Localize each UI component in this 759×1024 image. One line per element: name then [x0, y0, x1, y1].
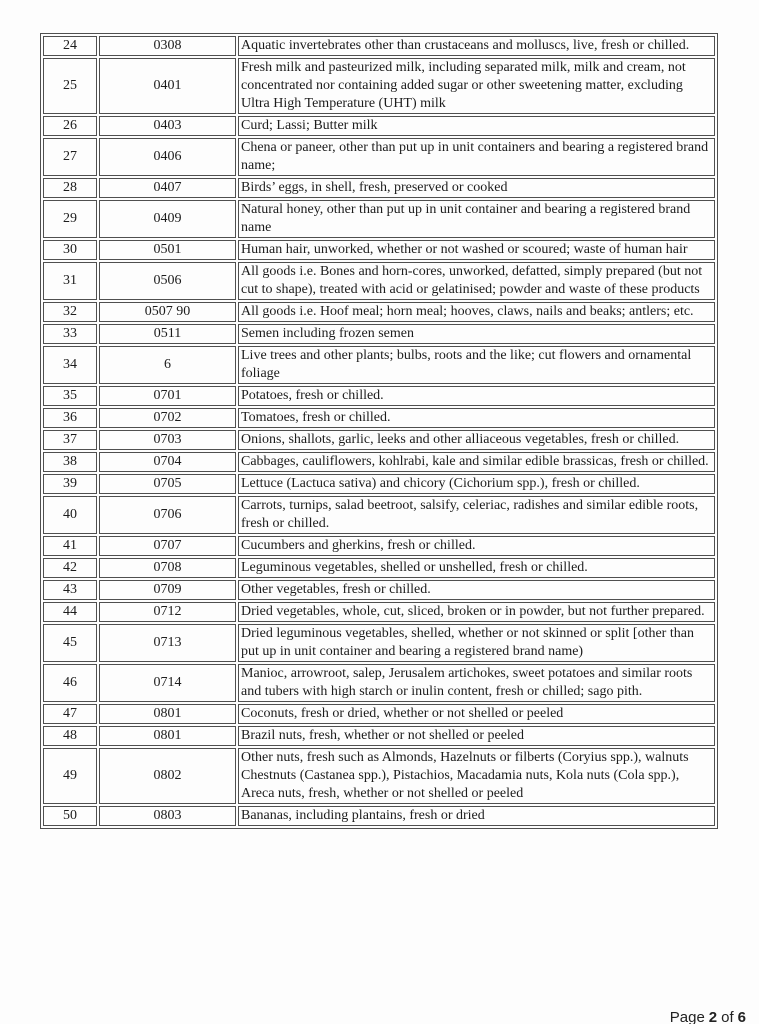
hsn-code-cell: 0713 [99, 624, 236, 662]
table-row [43, 138, 715, 176]
table-row [43, 704, 715, 724]
hsn-code-cell: 0409 [99, 200, 236, 238]
serial-number-cell: 44 [43, 602, 97, 622]
description-cell: Birds’ eggs, in shell, fresh, preserved or cooked [238, 178, 715, 198]
description-cell: Cucumbers and gherkins, fresh or chilled. [238, 536, 715, 556]
table-row [43, 496, 715, 534]
table-row [43, 200, 715, 238]
table-row [43, 580, 715, 600]
footer-of-label: of [721, 1009, 734, 1024]
description-cell: Natural honey, other than put up in unit container and bearing a registered brand name [238, 200, 715, 238]
serial-number-cell: 33 [43, 324, 97, 344]
hsn-code-cell: 0308 [99, 36, 236, 56]
hsn-code-cell: 0709 [99, 580, 236, 600]
table-row [43, 58, 715, 114]
description-cell: Chena or paneer, other than put up in unit containers and bearing a registered brand name; [238, 138, 715, 176]
table-row [43, 36, 715, 56]
hsn-code-cell: 0704 [99, 452, 236, 472]
table-row [43, 408, 715, 428]
description-cell: Dried leguminous vegetables, shelled, whether or not skinned or split [other than put up in unit container and bearing a registered brand name) [238, 624, 715, 662]
serial-number-cell: 36 [43, 408, 97, 428]
serial-number-cell: 28 [43, 178, 97, 198]
serial-number-cell: 48 [43, 726, 97, 746]
description-cell: Manioc, arrowroot, salep, Jerusalem artichokes, sweet potatoes and similar roots and tubers with high starch or inulin content, fresh or chilled; sago pith. [238, 664, 715, 702]
table-row [43, 178, 715, 198]
table-row [43, 474, 715, 494]
description-cell: Aquatic invertebrates other than crustaceans and molluscs, live, fresh or chilled. [238, 36, 715, 56]
description-cell: Fresh milk and pasteurized milk, including separated milk, milk and cream, not concentrated nor containing added sugar or other sweetening matter, excluding Ultra High Temperature (UHT) milk [238, 58, 715, 114]
serial-number-cell: 45 [43, 624, 97, 662]
hsn-code-cell: 0703 [99, 430, 236, 450]
hsn-code-cell: 0801 [99, 726, 236, 746]
hsn-code-cell: 0406 [99, 138, 236, 176]
table-row [43, 262, 715, 300]
description-cell: Carrots, turnips, salad beetroot, salsify, celeriac, radishes and similar edible roots, fresh or chilled. [238, 496, 715, 534]
description-cell: Lettuce (Lactuca sativa) and chicory (Cichorium spp.), fresh or chilled. [238, 474, 715, 494]
table-row [43, 324, 715, 344]
description-cell: Onions, shallots, garlic, leeks and other alliaceous vegetables, fresh or chilled. [238, 430, 715, 450]
serial-number-cell: 38 [43, 452, 97, 472]
table-row [43, 346, 715, 384]
description-cell: Potatoes, fresh or chilled. [238, 386, 715, 406]
hsn-code-cell: 0801 [99, 704, 236, 724]
serial-number-cell: 43 [43, 580, 97, 600]
table-body [43, 36, 715, 826]
hsn-code-cell: 0803 [99, 806, 236, 826]
footer-page-label: Page [669, 1009, 705, 1024]
hsn-code-cell: 0802 [99, 748, 236, 804]
hsn-code-cell: 0506 [99, 262, 236, 300]
hsn-code-cell: 0401 [99, 58, 236, 114]
serial-number-cell: 29 [43, 200, 97, 238]
table-row [43, 748, 715, 804]
footer-total-pages: 6 [737, 1009, 746, 1024]
description-cell: All goods i.e. Bones and horn-cores, unworked, defatted, simply prepared (but not cut to shape), treated with acid or gelatinised; powder and waste of these products [238, 262, 715, 300]
hsn-code-cell: 0714 [99, 664, 236, 702]
description-cell: Brazil nuts, fresh, whether or not shelled or peeled [238, 726, 715, 746]
description-cell: Human hair, unworked, whether or not washed or scoured; waste of human hair [238, 240, 715, 260]
serial-number-cell: 46 [43, 664, 97, 702]
hsn-code-cell: 0706 [99, 496, 236, 534]
table-row [43, 452, 715, 472]
serial-number-cell: 42 [43, 558, 97, 578]
hsn-code-cell: 0507 90 [99, 302, 236, 322]
table-row [43, 806, 715, 826]
description-cell: Curd; Lassi; Butter milk [238, 116, 715, 136]
serial-number-cell: 41 [43, 536, 97, 556]
table-row [43, 664, 715, 702]
table-row [43, 386, 715, 406]
description-cell: All goods i.e. Hoof meal; horn meal; hooves, claws, nails and beaks; antlers; etc. [238, 302, 715, 322]
hsn-code-cell: 0407 [99, 178, 236, 198]
hsn-code-cell: 0708 [99, 558, 236, 578]
hsn-code-cell: 0501 [99, 240, 236, 260]
hsn-code-cell: 0403 [99, 116, 236, 136]
table-row [43, 602, 715, 622]
hsn-code-cell: 0511 [99, 324, 236, 344]
serial-number-cell: 37 [43, 430, 97, 450]
hsn-code-cell: 0712 [99, 602, 236, 622]
hsn-code-cell: 0707 [99, 536, 236, 556]
table-row [43, 430, 715, 450]
description-cell: Tomatoes, fresh or chilled. [238, 408, 715, 428]
description-cell: Coconuts, fresh or dried, whether or not shelled or peeled [238, 704, 715, 724]
serial-number-cell: 34 [43, 346, 97, 384]
serial-number-cell: 35 [43, 386, 97, 406]
description-cell: Other nuts, fresh such as Almonds, Hazelnuts or filberts (Coryius spp.), walnuts Chestnuts (Castanea spp.), Pistachios, Macadamia nuts, Kola nuts (Cola spp.), Areca nuts, fresh, whether or not shelled or peeled [238, 748, 715, 804]
table-row [43, 116, 715, 136]
exempt-goods-table [40, 33, 718, 829]
table-row [43, 624, 715, 662]
description-cell: Cabbages, cauliflowers, kohlrabi, kale and similar edible brassicas, fresh or chilled. [238, 452, 715, 472]
serial-number-cell: 32 [43, 302, 97, 322]
serial-number-cell: 50 [43, 806, 97, 826]
table-row [43, 558, 715, 578]
table-row [43, 240, 715, 260]
serial-number-cell: 40 [43, 496, 97, 534]
hsn-code-cell: 0701 [99, 386, 236, 406]
serial-number-cell: 47 [43, 704, 97, 724]
description-cell: Live trees and other plants; bulbs, roots and the like; cut flowers and ornamental foliage [238, 346, 715, 384]
description-cell: Bananas, including plantains, fresh or dried [238, 806, 715, 826]
serial-number-cell: 31 [43, 262, 97, 300]
serial-number-cell: 25 [43, 58, 97, 114]
page-footer [670, 1009, 746, 1024]
hsn-code-cell: 6 [99, 346, 236, 384]
description-cell: Dried vegetables, whole, cut, sliced, broken or in powder, but not further prepared. [238, 602, 715, 622]
footer-page-number: 2 [708, 1009, 718, 1024]
description-cell: Semen including frozen semen [238, 324, 715, 344]
description-cell: Other vegetables, fresh or chilled. [238, 580, 715, 600]
serial-number-cell: 26 [43, 116, 97, 136]
serial-number-cell: 27 [43, 138, 97, 176]
table-row [43, 302, 715, 322]
serial-number-cell: 30 [43, 240, 97, 260]
serial-number-cell: 24 [43, 36, 97, 56]
table-row [43, 726, 715, 746]
hsn-code-cell: 0705 [99, 474, 236, 494]
description-cell: Leguminous vegetables, shelled or unshelled, fresh or chilled. [238, 558, 715, 578]
table-row [43, 536, 715, 556]
serial-number-cell: 49 [43, 748, 97, 804]
serial-number-cell: 39 [43, 474, 97, 494]
hsn-code-cell: 0702 [99, 408, 236, 428]
